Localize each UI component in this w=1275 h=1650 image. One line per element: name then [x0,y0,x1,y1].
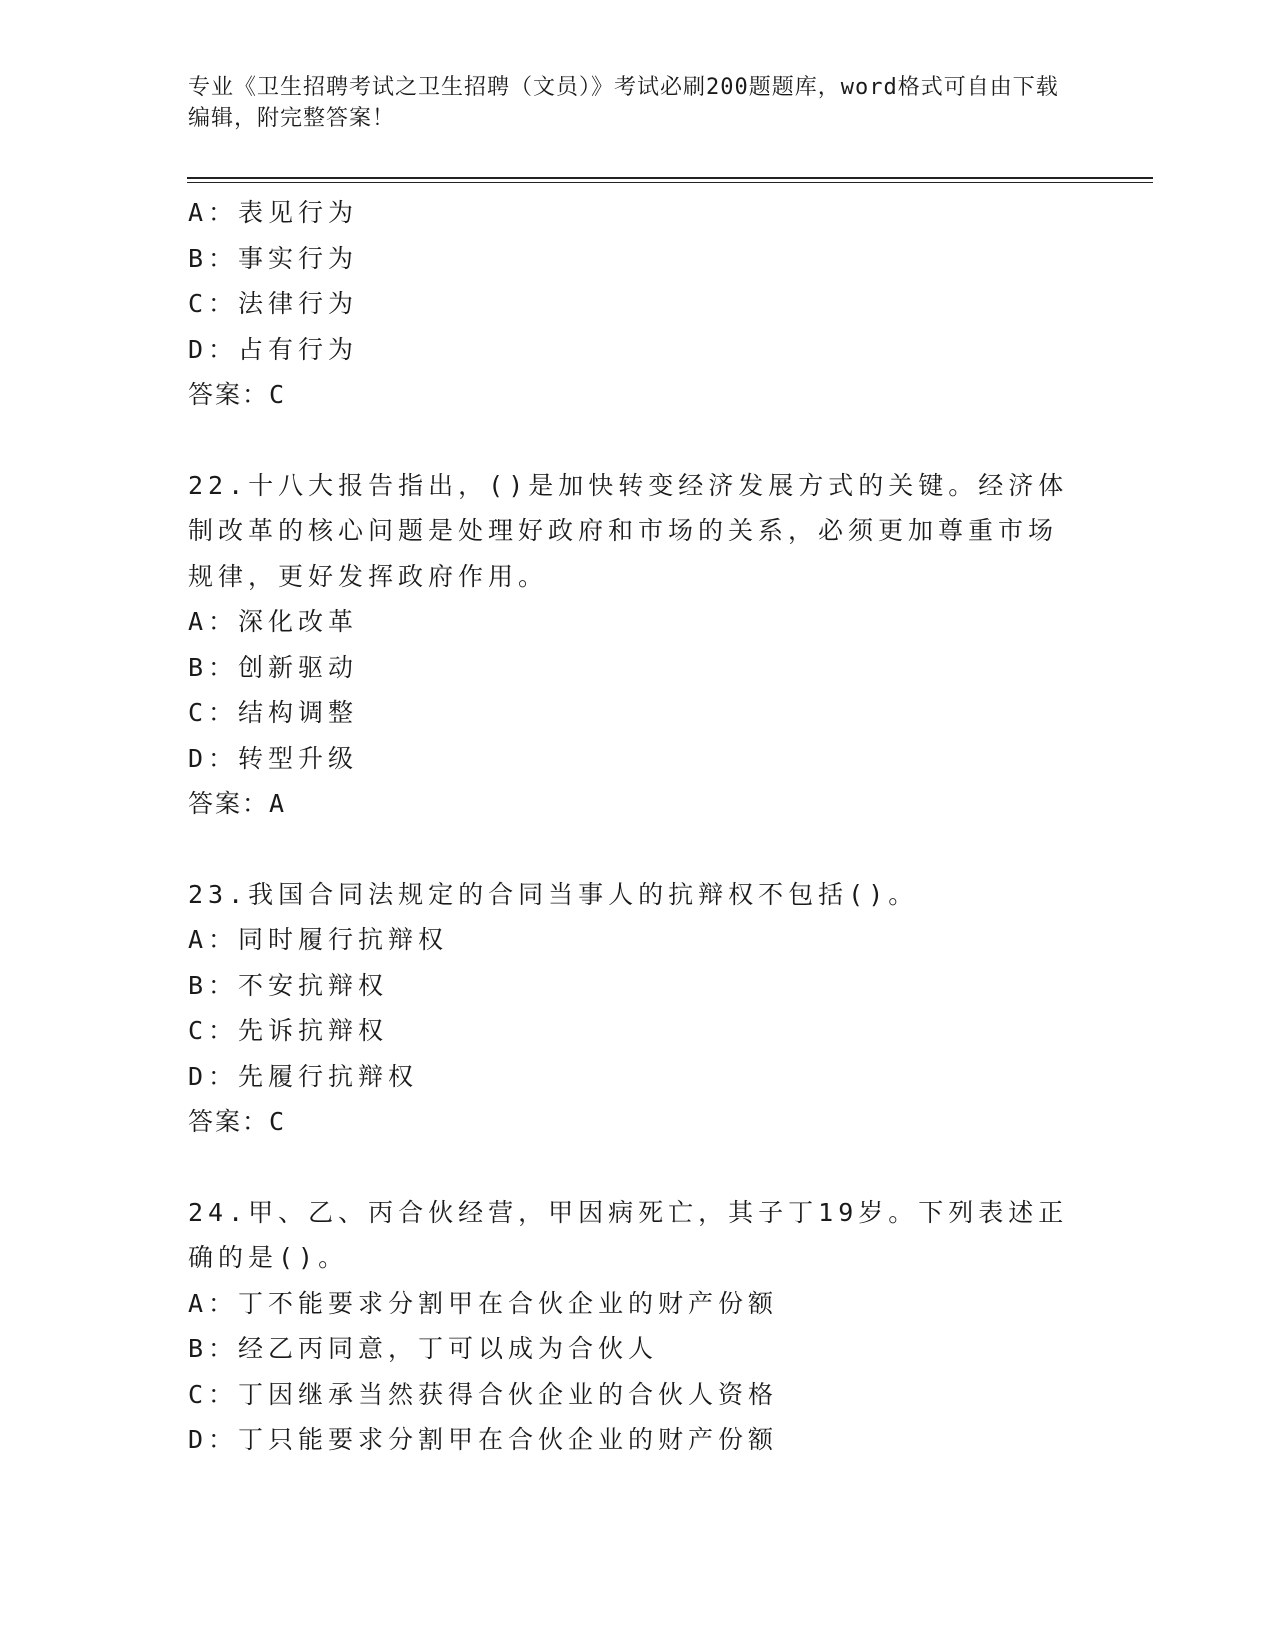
option-a: A：深化改革 [188,607,359,636]
option-a: A：丁不能要求分割甲在合伙企业的财产份额 [188,1288,779,1318]
question-stem: 22.十八大报告指出，()是加快转变经济发展方式的关键。经济体制改革的核心问题是处理好政府和市场的关系，必须更加尊重市场规律，更好发挥政府作用。 [188,470,1069,591]
document-header: 专业《卫生招聘考试之卫生招聘（文员）》考试必刷200题题库，word格式可自由下载编辑，附完整答案！ [188,75,1059,131]
option-b: B：创新驱动 [188,652,359,682]
option-d: D：丁只能要求分割甲在合伙企业的财产份额 [188,1425,779,1454]
spacer [188,418,1088,463]
question-stem: 24.甲、乙、丙合伙经营，甲因病死亡，其子丁19岁。下列表述正确的是()。 [188,1197,1069,1272]
option-d: D：先履行抗辩权 [188,1061,419,1091]
option-c: C：先诉抗辩权 [188,1016,389,1045]
question-block-24 [188,1190,1088,1463]
option-b: B：事实行为 [188,243,359,273]
option-c: C：法律行为 [188,289,359,318]
spacer [188,1145,1088,1190]
question-block-21 [188,190,1088,418]
question-block-22 [188,463,1088,827]
option-a: A：同时履行抗辩权 [188,925,449,954]
option-d: D：占有行为 [188,334,359,364]
option-b: B：不安抗辩权 [188,970,389,1000]
spacer [188,827,1088,872]
header-divider-thick [187,177,1153,179]
option-c: C：结构调整 [188,698,359,727]
question-list [188,190,1088,1463]
option-b: B：经乙丙同意，丁可以成为合伙人 [188,1334,659,1363]
answer-line: 答案：C [188,380,287,409]
header-divider-thin [187,182,1153,183]
question-block-23 [188,872,1088,1145]
option-d: D：转型升级 [188,743,359,773]
question-stem: 23.我国合同法规定的合同当事人的抗辩权不包括()。 [188,879,919,909]
answer-line: 答案：A [188,789,287,818]
option-c: C：丁因继承当然获得合伙企业的合伙人资格 [188,1379,779,1409]
answer-line: 答案：C [188,1107,287,1136]
option-a: A：表见行为 [188,198,359,227]
